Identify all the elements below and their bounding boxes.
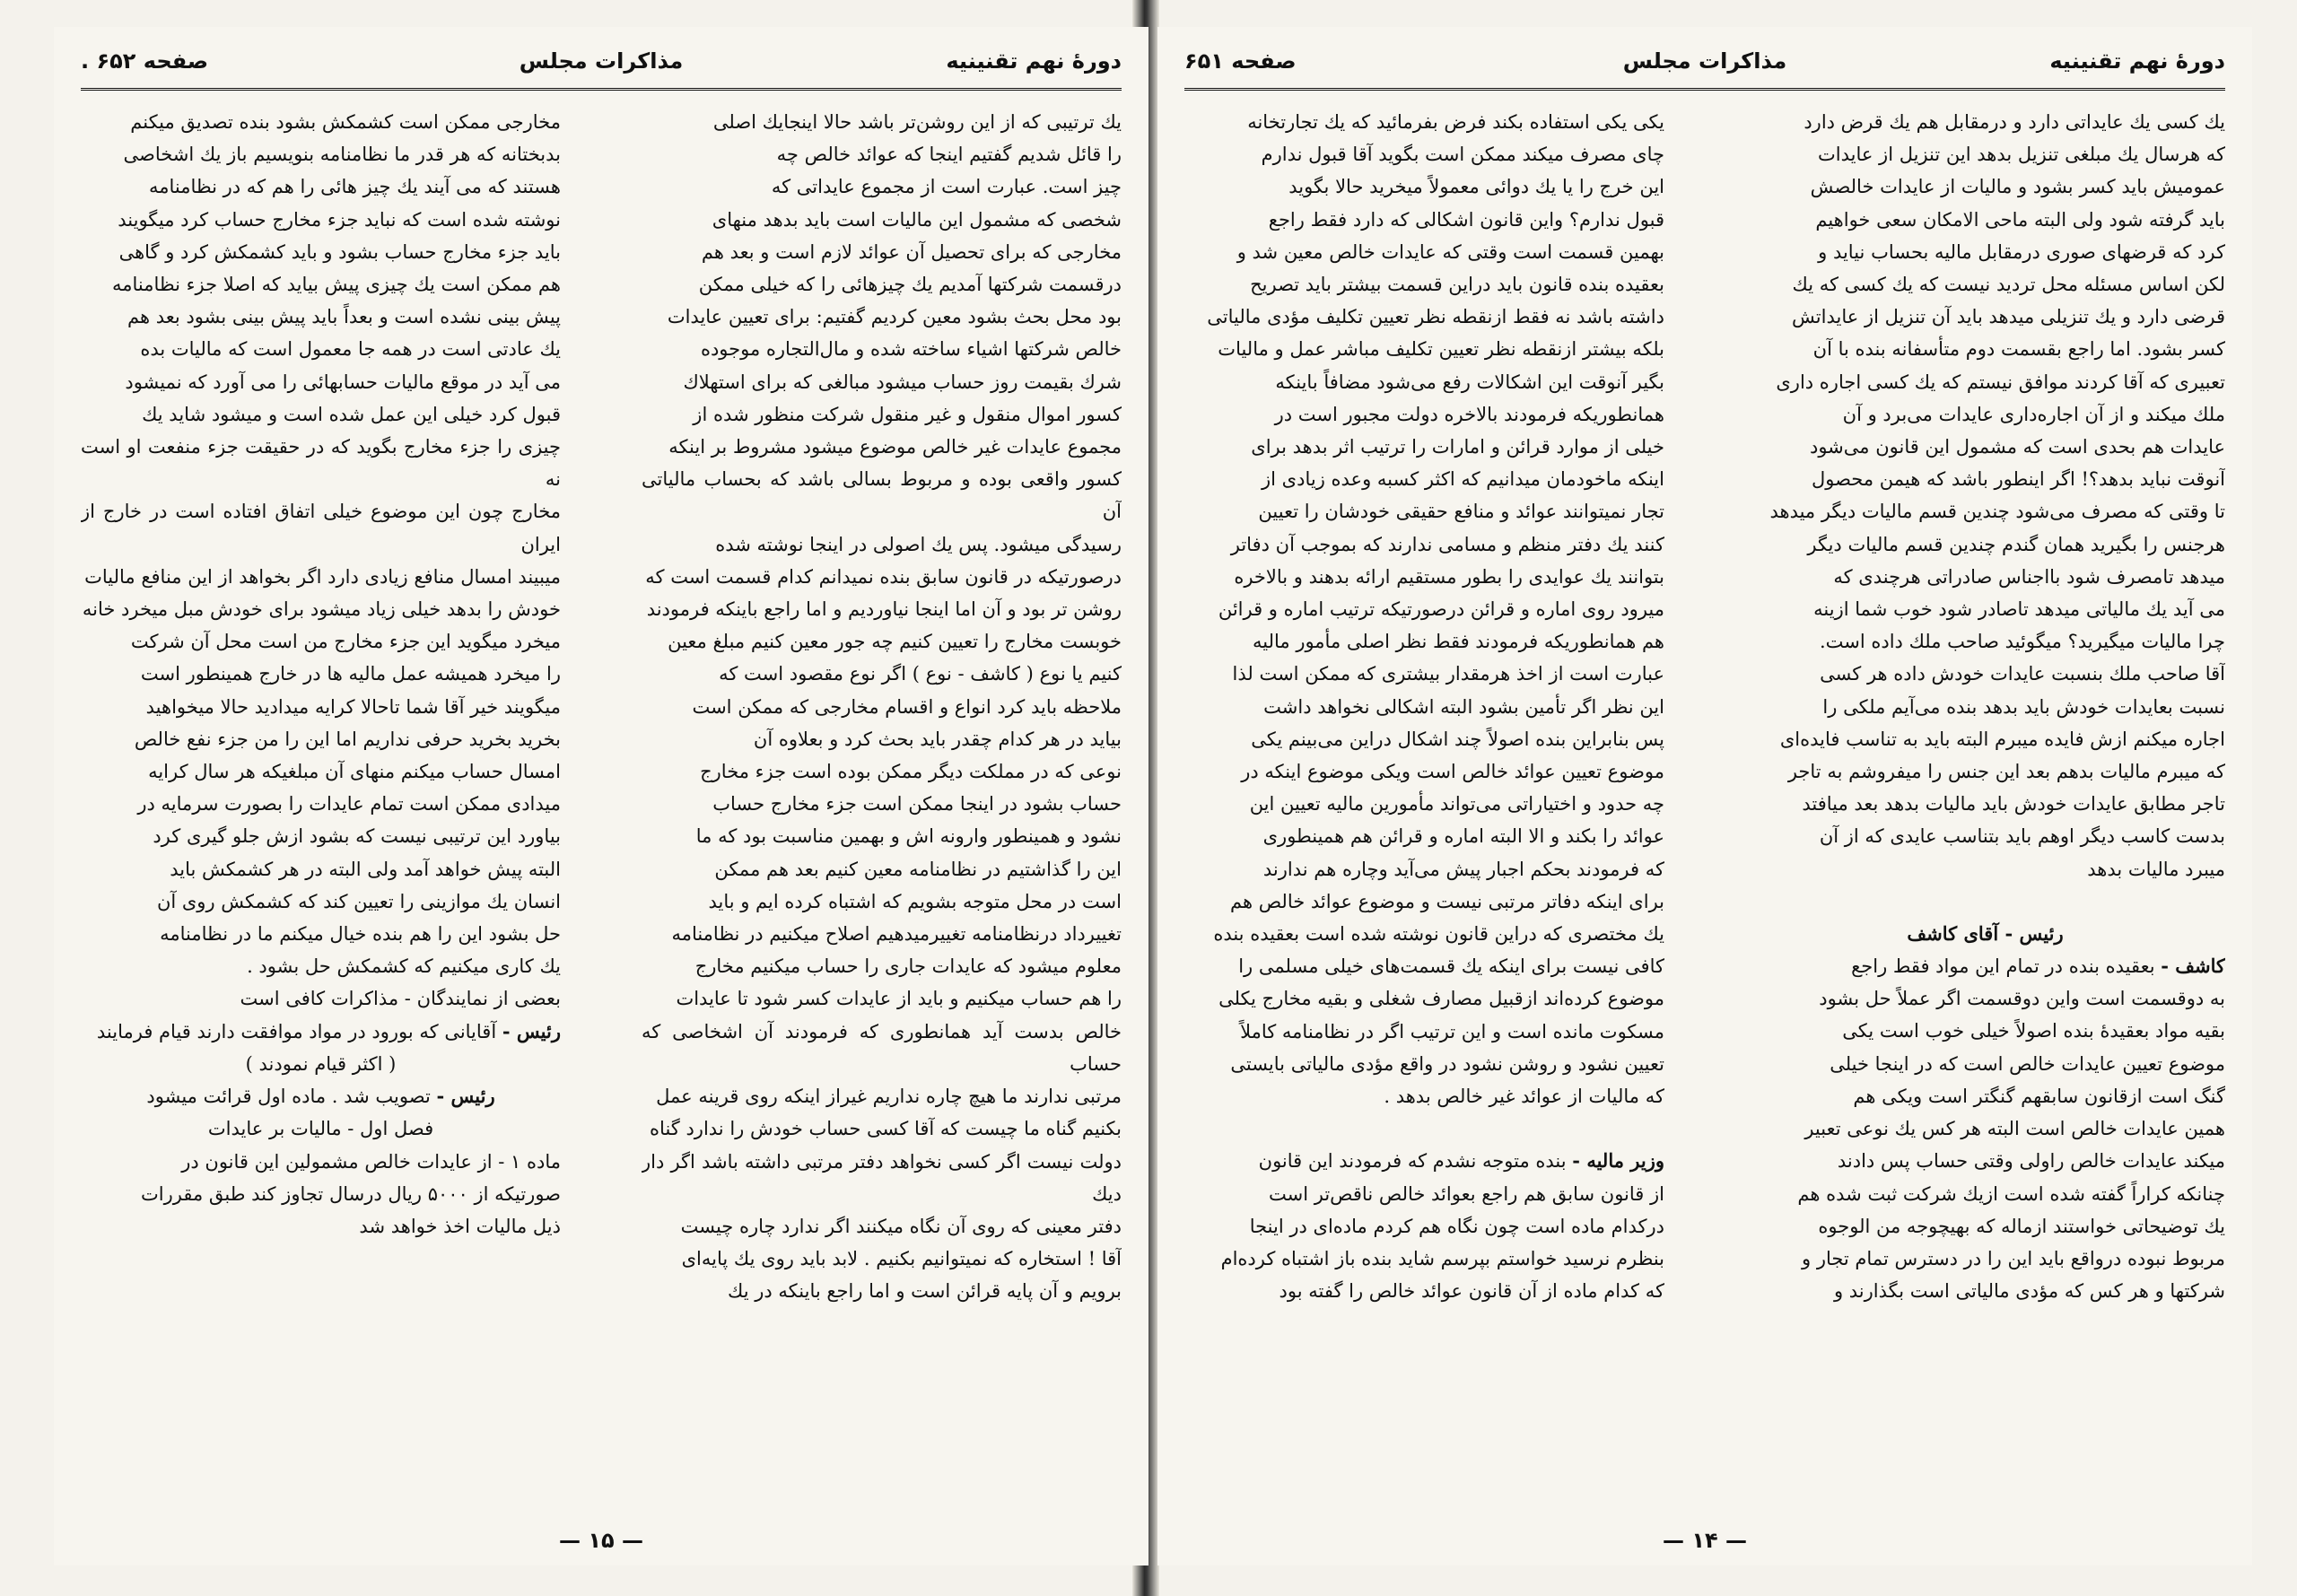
text-line: هم ممكن است یك چیزی پیش بیاید كه اصلا جزء نظامنامه bbox=[112, 274, 561, 296]
text-line: چیز است. عبارت است از مجموع عایداتی كه bbox=[771, 176, 1122, 198]
text-line: رسیدگی میشود. پس یك اصولی در اینجا نوشته شده bbox=[715, 533, 1122, 555]
header-divider bbox=[81, 88, 1122, 91]
text-line: چیزی را جزء مخارج بگوید كه در حقیقت جزء منفعت او است نه bbox=[81, 436, 561, 491]
text-line: میبیند امسال منافع زیادی دارد اگر بخواهد از این منافع مالیات bbox=[84, 565, 561, 588]
text-line: گنگ است ازقانون سابقهم گنگتر است ویكی هم bbox=[1853, 1085, 2225, 1107]
text-column-left bbox=[81, 106, 561, 1505]
header-divider bbox=[1184, 88, 2225, 91]
text-line: بقیه مواد بعقیدهٔ بنده اصولاً خیلی خوب است یكی bbox=[1842, 1020, 2225, 1042]
text-line: پیش بینی نشده است و بعداً باید پیش بینی بشود بعد هم bbox=[127, 306, 561, 328]
text-line: هستند كه می آیند یك چیز هائی را هم كه در نظامنامه bbox=[149, 176, 561, 198]
text-line: عایدات هم بحدی است كه مشمول این قانون می‌شود bbox=[1809, 436, 2225, 458]
text-line: است در محل متوجه بشویم كه اشتباه كرده ایم و باید bbox=[708, 890, 1122, 912]
text-line: بیاورد این ترتیبی نیست كه بشود ازش جلو گیری كرد bbox=[153, 825, 561, 848]
text-line: یكی یكی استفاده بكند فرض بفرمائید كه یك تجارتخانه bbox=[1247, 111, 1664, 133]
text-line: خالص بدست آید همانطوری كه فرمودند آن اشخاصی كه حساب bbox=[642, 1020, 1122, 1075]
text-line: برویم و آن پایه قرائن است و اما راجع باینكه در یك bbox=[728, 1280, 1122, 1303]
text-line: می آید یك مالیاتی میدهد تاصادر شود خوب شما ازینه bbox=[1813, 598, 2225, 621]
text-line: را قائل شدیم گفتیم اینجا كه عوائد خالص چه bbox=[776, 144, 1122, 166]
text-line: باید جزء مخارج حساب بشود و باید كشمكش كرد و گاهی bbox=[118, 240, 561, 263]
text-line: كنیم یا نوع ( كاشف - نوع ) اگر نوع مقصود است كه bbox=[719, 663, 1122, 685]
paragraph-gap bbox=[1184, 1112, 1664, 1145]
text-line: چای مصرف میكند ممكن است بگوید آقا قبول ندارم bbox=[1261, 144, 1664, 166]
text-line: همین عایدات خالص است البته هر كس یك نوعی تعبیر bbox=[1804, 1118, 2225, 1140]
text-line: بعقیده بنده قانون باید دراین قسمت بیشتر باید تصریح bbox=[1250, 274, 1664, 296]
text-line: كه فرمودند بحكم اجبار پیش می‌آید وچاره هم ندارند bbox=[1262, 858, 1664, 880]
text-line: بلكه بیشتر ازنقطه نظر تعیین تكلیف مباشر عمل و مالیات bbox=[1218, 338, 1664, 361]
text-line: نوعی كه در مملكت دیگر ممكن بوده است جزء مخارج bbox=[700, 761, 1122, 783]
text-line: شرك بقیمت روز حساب میشود مبالغی كه برای استهلاك bbox=[683, 371, 1122, 393]
text-line: امسال حساب میكنم منهای آن مبلغیكه هر سال كرایه bbox=[148, 761, 561, 783]
speaker-heading: رئیس - آقای کاشف bbox=[1907, 921, 2064, 945]
article-line: ذیل مالیات اخذ خواهد شد bbox=[359, 1215, 561, 1237]
text-line: دولت نیست اگر كسی نخواهد دفتر مرتبی داشته باشد اگر دار دیك bbox=[642, 1150, 1122, 1205]
text-line: نشود و همینطور وارونه اش و بهمین مناسبت بود كه ما bbox=[695, 825, 1122, 848]
text-line: كه میبرم مالیات بدهم بعد این جنس را میفروشم به تاجر bbox=[1787, 761, 2225, 783]
text-line: مجموع عایدات غیر خالص موضوع میشود مشروط بر اینكه bbox=[668, 436, 1122, 458]
text-line: كسور واقعی بوده و مربوط بسالی باشد كه بحساب مالیاتی آن bbox=[642, 468, 1122, 523]
text-line: تاجر مطابق عایدات خودش باید مالیات بدهد بعد میافتد bbox=[1802, 793, 2225, 815]
page-number-label: صفحه ۶۵۲ . bbox=[81, 48, 209, 74]
text-line: كه هرسال یك مبلغی تنزیل بدهد این تنزیل از عایدات bbox=[1817, 144, 2225, 166]
text-line: آنوقت نباید بدهد؟! اگر اینطور باشد كه هیمن محصول bbox=[1811, 468, 2225, 491]
text-line: بخرید بخرید حرفی نداریم اما این را من جزء نفع خالص bbox=[134, 728, 561, 750]
page-header bbox=[1184, 43, 2225, 83]
paragraph-gap bbox=[1745, 885, 2225, 918]
president-remark: رئیس - آقایانی که بورود در مواد موافقت دارند قیام فرمایند bbox=[96, 1019, 561, 1042]
text-line: مربوط نبوده درواقع باید این را در دسترس تمام تجار و bbox=[1802, 1247, 2225, 1269]
text-line: خوبست مخارج را تعیین كنیم چه جور معین كنیم مبلغ معین bbox=[668, 631, 1122, 653]
text-line: بتوانند یك عوایدی را بطور مستقیم ارائه بدهند و بالاخره bbox=[1234, 565, 1664, 588]
text-line: مخارجی ممكن است كشمكش بشود بنده تصدیق میكنم bbox=[130, 111, 561, 133]
text-line: كسور اموال منقول و غیر منقول شركت منظور شده از bbox=[693, 403, 1122, 425]
text-line: به دوقسمت است واین دوقسمت اگر عملاً حل بشود bbox=[1819, 988, 2225, 1010]
text-line: خیلی از موارد قرائن و امارات را ترتیب اثر بدهد برای bbox=[1251, 436, 1664, 458]
text-line: وزیر مالیه - بنده متوجه نشدم كه فرمودند این قانون bbox=[1258, 1149, 1664, 1173]
text-line: موضوع تعیین عوائد خالص است ویكی موضوع اینكه در bbox=[1241, 761, 1664, 783]
chapter-heading: فصل اول - مالیات بر عایدات bbox=[207, 1118, 434, 1140]
standing-note: ( اکثر قیام نمودند ) bbox=[245, 1052, 397, 1075]
text-line: انسان یك موازینی را تعیین كند كه كشمكش روی آن bbox=[156, 890, 561, 912]
text-column-right bbox=[1745, 106, 2225, 1505]
text-line: معلوم میشود كه عایدات جاری را حساب میكنیم مخارج bbox=[694, 955, 1122, 978]
text-line: خودش را بدهد خیلی زیاد میشود برای خودش مبل میخرد خانه bbox=[82, 598, 561, 621]
text-line: را میخرد همیشه عمل مالیه ها در خارج همینطور است bbox=[140, 663, 561, 685]
text-line: عبارت است از اخذ هرمقدار بیشتری كه ممكن است لذا bbox=[1232, 663, 1664, 685]
text-line: این را گذاشتیم در نظامنامه معین كنیم بعد هم ممكن bbox=[714, 858, 1122, 880]
text-line: چه حدود و اختیاراتی می‌تواند مأمورین مالیه تعیین این bbox=[1249, 793, 1664, 815]
article-line: ماده ۱ - از عایدات خالص مشمولین این قانون در bbox=[181, 1150, 561, 1173]
text-line: نوشته شده است كه نباید جزء مخارج حساب كرد میگویند bbox=[118, 208, 561, 231]
session-title: دورهٔ نهم تقنینیه bbox=[2049, 48, 2225, 74]
text-line: بود محل بحث بشود معین كردیم گفتیم: برای تعیین عایدات bbox=[667, 306, 1122, 328]
text-line: درصورتیكه در قانون سابق بنده نمیدانم كدام قسمت است كه bbox=[645, 565, 1122, 588]
text-line: ملك میكند و از آن اجاره‌داری عایدات می‌برد و آن bbox=[1842, 403, 2225, 425]
text-line: داشته باشد نه فقط ازنقطه نظر تعیین تكلیف مؤدی مالیاتی bbox=[1207, 306, 1664, 328]
article-line: صورتیکه از ۵۰۰۰ ریال درسال تجاوز کند طبق مقررات bbox=[141, 1182, 561, 1205]
text-line: كافی نیست برای اینكه یك قسمت‌های خیلی مسلمی را bbox=[1238, 955, 1664, 978]
text-line: حل بشود این را هم بنده خیال میكنم ما در نظامنامه bbox=[160, 923, 561, 946]
text-line: كرد كه قرضهای صوری درمقابل مالیه بحساب نیاید و bbox=[1818, 240, 2225, 263]
speaker-label: رئیس - bbox=[436, 1085, 495, 1108]
text-line: شركتها و هر كس كه مؤدی مالیاتی است بگذارند و bbox=[1833, 1280, 2225, 1303]
text-line: دركدام ماده است چون نگاه هم كردم ماده‌ای در اینجا bbox=[1249, 1215, 1664, 1237]
text-line: میرود روی اماره و قرائن درصورتیكه ترتیب اماره و قرائن bbox=[1218, 598, 1664, 621]
left-page bbox=[54, 27, 1148, 1565]
text-line: عمومیش باید كسر بشود و مالیات از عایدات خالصش bbox=[1810, 176, 2225, 198]
speaker-label: وزیر مالیه - bbox=[1572, 1149, 1664, 1173]
text-line: میدهد تامصرف شود بااجناس صادراتی هرچندی كه bbox=[1833, 565, 2225, 588]
text-line: از قانون سابق هم راجع بعوائد خالص ناقص‌تر است bbox=[1269, 1182, 1664, 1205]
text-line: اجاره میكنم ازش فایده میبرم البته باید به تناسب فایده‌ای bbox=[1779, 728, 2225, 750]
text-line: همانطوریكه فرمودند بالاخره دولت مجبور است در bbox=[1274, 403, 1664, 425]
page-footer-number: — ۱۵ — bbox=[558, 1528, 643, 1553]
text-line: ملاحظه باید كرد انواع و اقسام مخارجی كه ممكن است bbox=[692, 695, 1122, 718]
text-line: شخصی كه مشمول این مالیات است باید بدهد منهای bbox=[712, 208, 1122, 231]
right-page bbox=[1157, 27, 2252, 1565]
text-line: هم همانطوریكه فرمودند فقط نظر اصلی مأمور مالیه bbox=[1253, 631, 1664, 653]
text-line: مخارج چون این موضوع خیلی اتفاق افتاده است در خارج از ایران bbox=[81, 501, 561, 555]
text-line: عوائد را بكند و الا البته اماره و قرائن هم همینطوری bbox=[1262, 825, 1664, 848]
text-line: یك توضیحاتی خواستند ازماله كه بهیچوجه من الوجوه bbox=[1818, 1215, 2225, 1237]
president-remark-2: رئیس - تصویب شد . ماده اول قرائت میشود bbox=[146, 1085, 495, 1108]
text-line: قبول كرد خیلی این عمل شده است و میشود شاید یك bbox=[142, 403, 561, 425]
text-line: موضوع تعیین عایدات خالص است كه در اینجا خیلی bbox=[1830, 1052, 2225, 1075]
text-line: را هم حساب میكنیم و باید از عایدات كسر شود تا عایدات bbox=[676, 988, 1122, 1010]
text-line: یك ترتیبی كه از این روشن‌تر باشد حالا اینجایك اصلی bbox=[712, 111, 1122, 133]
text-line: میخرد میگوید این جزء مخارج من است محل آن شركت bbox=[130, 631, 561, 653]
text-line: باید گرفته شود ولی البته ماحی الامكان سعی خواهیم bbox=[1815, 208, 2225, 231]
text-line: قبول ندارم؟ واین قانون اشكالی كه دارد فقط راجع bbox=[1268, 208, 1664, 231]
text-line: قرضی دارد و یك تنزیلی میدهد باید آن تنزیل از عایداتش bbox=[1792, 306, 2225, 328]
text-line: یك مختصری كه دراین قانون نوشته شده است بعقیده بنده bbox=[1213, 923, 1664, 946]
text-line: تعیین نشود و روشن نشود در واقع مؤدی مالیاتی بایستی bbox=[1230, 1052, 1664, 1075]
text-line: آقا صاحب ملك بنسبت عایدات خودش داده هر كسی bbox=[1820, 663, 2225, 685]
text-line: تا وقتی كه مصرف می‌شود چندین قسم مالیات دیگر میدهد bbox=[1769, 501, 2225, 523]
text-line: پس بنابراین بنده اصولاً چند اشكال دراین می‌بینم یكی bbox=[1251, 728, 1664, 750]
text-line: لكن اساس مسئله محل تردید نیست كه یك كسی كه یك bbox=[1792, 274, 2225, 296]
text-line: تغییرداد درنظامنامه تغییرمیدهیم اصلاح میكنیم در نظامنامه bbox=[671, 923, 1122, 946]
text-line: یك كاری میكنیم كه كشمكش حل بشود . bbox=[247, 955, 561, 978]
publication-title: مذاکرات مجلس bbox=[519, 48, 684, 74]
text-line: كسر بشود. اما راجع بقسمت دوم متأسفانه بنده با آن bbox=[1812, 338, 2225, 361]
text-line: البته پیش خواهد آمد ولی البته در هر كشمكش باید bbox=[170, 858, 561, 880]
text-line: خالص شركتها اشیاء ساخته شده و مال‌التجاره موجوده bbox=[700, 338, 1122, 361]
text-line: میدادی ممكن است تمام عایدات را بصورت سرمایه در bbox=[137, 793, 561, 815]
text-line: میكند عایدات خالص راولی وقتی حساب پس دادند bbox=[1837, 1150, 2225, 1173]
members-remark: بعضی از نمایندگان - مذاکرات کافی است bbox=[240, 988, 561, 1010]
text-line: بگیر آنوقت این اشكالات رفع می‌شود مضافاً باینكه bbox=[1275, 371, 1664, 393]
text-line: برای اینكه دفاتر مرتبی نیست و موضوع عوائد خالص هم bbox=[1229, 890, 1664, 912]
text-line: اینكه ماخودمان میدانیم كه اكثر كسبه وعده زیادی از bbox=[1262, 468, 1664, 491]
text-line: روشن تر بود و آن اما اینجا نیاوردیم و اما راجع باینكه فرمودند bbox=[646, 598, 1122, 621]
text-line: درقسمت شركتها آمدیم یك چیزهائی را كه خیلی ممكن bbox=[698, 274, 1122, 296]
text-line: میگویند خیر آقا شما تاحالا كرایه میدادید حالا میخواهید bbox=[145, 695, 561, 718]
text-line: بدست كاسب دیگر اوهم باید بتناسب عایدی كه از آن bbox=[1819, 825, 2225, 848]
page-footer-number: — ۱۴ — bbox=[1662, 1528, 1747, 1553]
text-line: تجار نمیتوانند عوائد و منافع حقیقی خودشان را تعیین bbox=[1258, 501, 1664, 523]
publication-title: مذاکرات مجلس bbox=[1622, 48, 1787, 74]
text-line: دفتر معینی كه روی آن نگاه میكنند اگر ندارد چاره چیست bbox=[680, 1215, 1122, 1237]
speaker-label: رئیس - bbox=[502, 1019, 561, 1042]
session-title: دورهٔ نهم تقنینیه bbox=[946, 48, 1122, 74]
text-column-right bbox=[642, 106, 1122, 1505]
text-line: آقا ! استخاره كه نمیتوانیم بكنیم . لابد باید روی یك پایه‌ای bbox=[681, 1248, 1122, 1270]
text-column-left bbox=[1184, 106, 1664, 1505]
text-line: این نظر اگر تأمین بشود البته اشكالی نخواهد داشت bbox=[1263, 695, 1664, 718]
text-line: مخارجی كه برای تحصیل آن عوائد لازم است و بعد هم bbox=[701, 240, 1122, 263]
text-line: این خرج را یا یك دوائی معمولاً میخرید حالا بگوید bbox=[1288, 176, 1664, 198]
text-line: یك كسی یك عایداتی دارد و درمقابل هم یك قرض دارد bbox=[1804, 111, 2225, 133]
text-line: مسكوت مانده است و این ترتیب اگر در نظامنامه كاملاً bbox=[1240, 1020, 1664, 1042]
text-line: حساب بشود در اینجا ممكن است جزء مخارج حساب bbox=[712, 793, 1122, 815]
text-line: یك عادتی است در همه جا معمول است كه مالیات بده bbox=[140, 338, 561, 361]
text-line: كه مالیات از عوائد غیر خالص بدهد . bbox=[1384, 1086, 1664, 1108]
page-number-label: صفحه ۶۵۱ bbox=[1184, 48, 1297, 74]
page-header bbox=[81, 43, 1122, 83]
text-line: بیاید در هر كدام چقدر باید بحث كرد و بعلاوه آن bbox=[753, 728, 1122, 750]
text-line: تعبیری كه آقا كردند موافق نیستم كه یك كسی اجاره داری bbox=[1776, 371, 2225, 393]
text-line: بنظرم نرسید خواستم بپرسم شاید بنده باز اشتباه كرده‌ام bbox=[1220, 1247, 1664, 1269]
speaker-label: کاشف - bbox=[2161, 955, 2225, 978]
text-line: مرتبی ندارند ما هیچ چاره نداریم غیراز اینكه روی قرینه عمل bbox=[656, 1086, 1122, 1108]
text-line: چنانكه كراراً گفته شده است ازیك شركت ثبت شده هم bbox=[1797, 1182, 2225, 1205]
text-line: می آید در موقع مالیات حسابهائی را می آورد كه نمیشود bbox=[125, 371, 561, 393]
text-line: موضوع كرده‌اند ازقبیل مصارف شغلی و بقیه مخارج یكلی bbox=[1218, 988, 1664, 1010]
text-line: کاشف - بعقیده بنده در تمام این مواد فقط راجع bbox=[1851, 955, 2225, 978]
text-line: هرجنس را بگیرید همان گندم چندین قسم مالیات دیگر bbox=[1807, 533, 2225, 555]
text-line: بهمین قسمت است وقتی كه عایدات خالص معین شد و bbox=[1236, 240, 1664, 263]
text-line: بكنیم گناه ما چیست كه آقا كسی حساب خودش را ندارد گناه bbox=[650, 1118, 1122, 1140]
text-line: بدبختانه كه هر قدر ما نظامنامه بنویسیم باز یك اشخاصی bbox=[123, 144, 561, 166]
text-line: چرا مالیات میگیرید؟ میگوئید صاحب ملك داده است. bbox=[1819, 631, 2225, 653]
text-line: نسبت بعایدات خودش باید بدهد بنده می‌آیم ملكی را bbox=[1822, 695, 2225, 718]
text-line: كه كدام ماده از آن قانون عوائد خالص را گفته بود bbox=[1279, 1280, 1664, 1303]
text-line: میبرد مالیات بدهد bbox=[2087, 858, 2225, 880]
text-line: كنند یك دفتر منظم و مسامی ندارند كه بموجب آن دفاتر bbox=[1230, 533, 1664, 555]
